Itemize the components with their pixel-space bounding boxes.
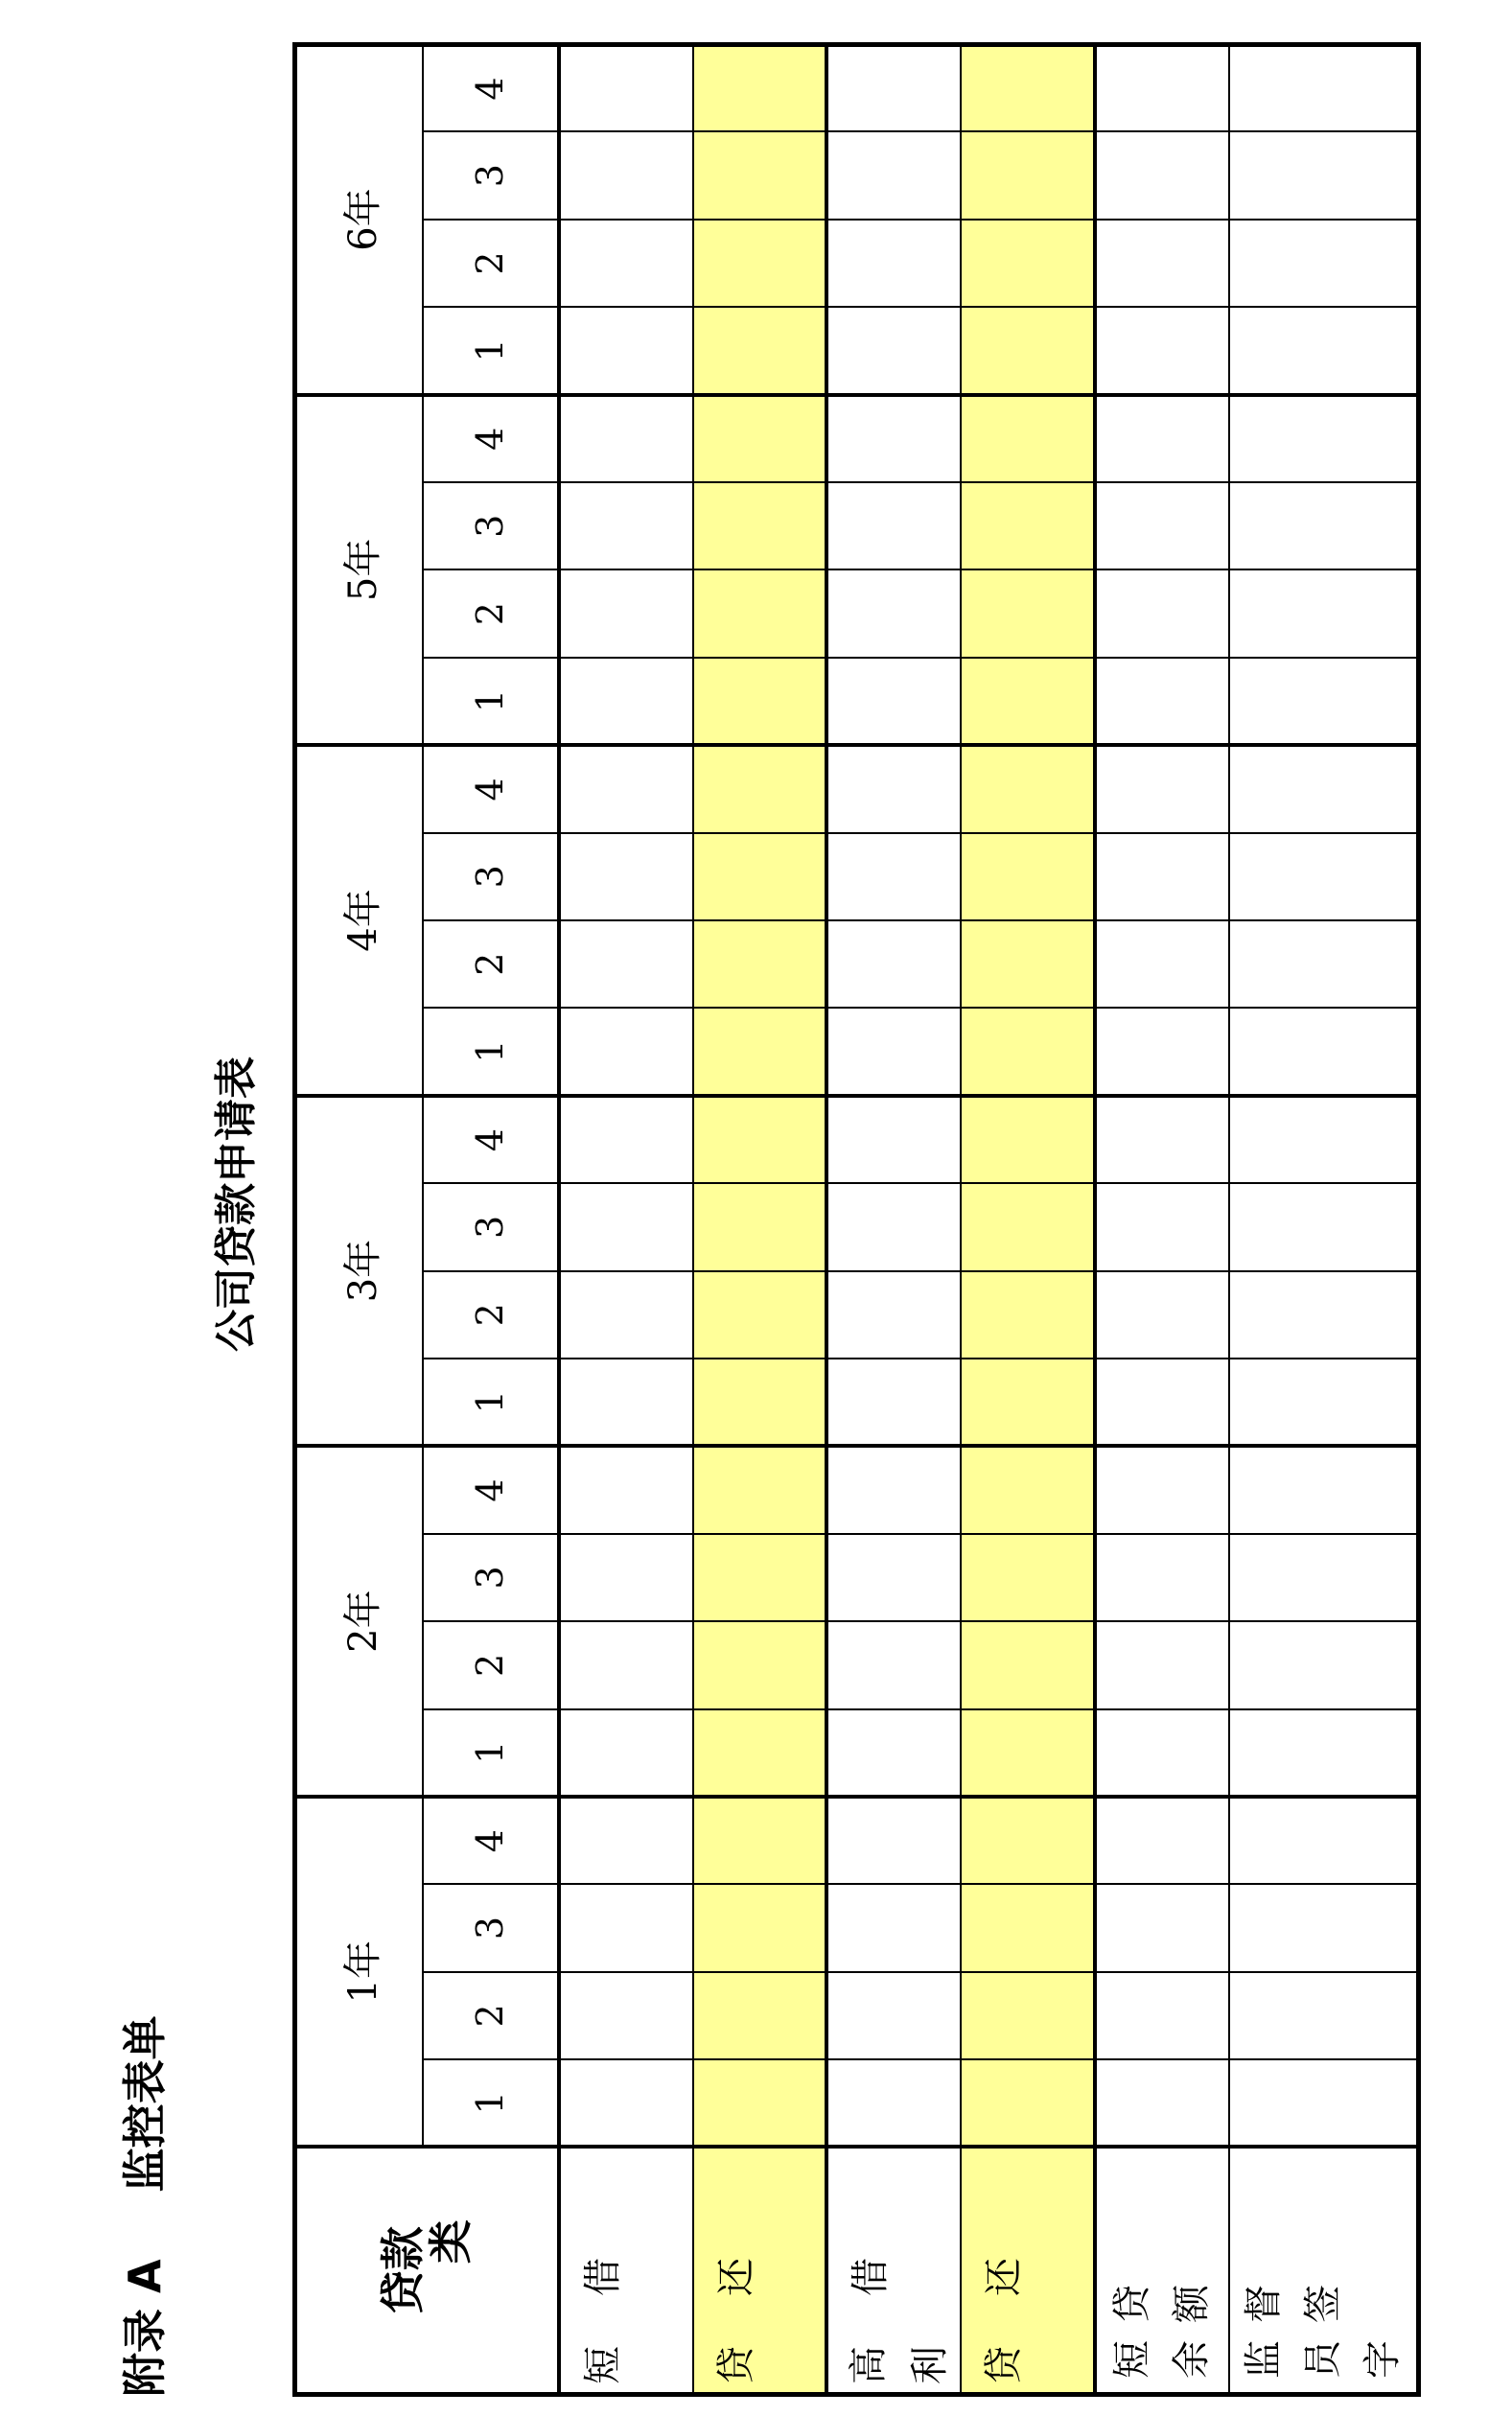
entry-cell[interactable]: [693, 1884, 827, 1971]
entry-cell[interactable]: [961, 1972, 1095, 2059]
entry-cell[interactable]: [826, 1709, 961, 1797]
entry-cell[interactable]: [559, 1621, 693, 1708]
label-interest: 利: [908, 2313, 953, 2384]
entry-cell[interactable]: [559, 1446, 693, 1533]
loan-application-table: [292, 42, 1421, 2397]
entry-cell[interactable]: [1095, 395, 1229, 482]
entry-cell[interactable]: [1229, 1008, 1419, 1095]
entry-cell[interactable]: [693, 1096, 827, 1183]
entry-cell[interactable]: [826, 2059, 961, 2147]
year-header: 6年: [295, 44, 424, 395]
quarter-header: 1: [423, 1359, 559, 1446]
entry-cell[interactable]: [559, 1008, 693, 1095]
entry-cell[interactable]: [1229, 920, 1419, 1008]
quarter-header: 1: [423, 2059, 559, 2147]
entry-cell[interactable]: [559, 2059, 693, 2147]
entry-cell[interactable]: [826, 1008, 961, 1095]
entry-cell[interactable]: [826, 44, 961, 131]
quarter-header: 4: [423, 395, 559, 482]
row-short-repay: [693, 44, 827, 2394]
entry-cell[interactable]: [826, 920, 961, 1008]
entry-cell[interactable]: [1095, 1621, 1229, 1708]
entry-cell[interactable]: [1229, 395, 1419, 482]
entry-cell[interactable]: [1095, 1096, 1229, 1183]
entry-cell[interactable]: [826, 395, 961, 482]
entry-cell[interactable]: [826, 1972, 961, 2059]
entry-cell[interactable]: [961, 1797, 1095, 1884]
entry-cell[interactable]: [961, 1183, 1095, 1270]
entry-cell[interactable]: [1229, 1709, 1419, 1797]
entry-cell[interactable]: [826, 658, 961, 745]
entry-cell[interactable]: [1095, 745, 1229, 832]
category-header-sub: 类: [425, 2219, 477, 2265]
entry-cell[interactable]: [1229, 745, 1419, 832]
entry-cell[interactable]: [1095, 1534, 1229, 1621]
label-short-balance: [1095, 2148, 1229, 2395]
entry-cell[interactable]: [826, 1359, 961, 1446]
entry-cell[interactable]: [559, 482, 693, 569]
entry-cell[interactable]: [961, 1534, 1095, 1621]
row-supervisor-sign: [1229, 44, 1419, 2394]
entry-cell[interactable]: [693, 658, 827, 745]
quarter-header: 4: [423, 1797, 559, 1884]
entry-cell[interactable]: [1229, 1446, 1419, 1533]
entry-cell[interactable]: [559, 395, 693, 482]
entry-cell[interactable]: [693, 1621, 827, 1708]
entry-cell[interactable]: [1095, 920, 1229, 1008]
label-short-repay: [693, 2148, 827, 2395]
year-header: 1年: [295, 1797, 424, 2148]
entry-cell[interactable]: [1095, 220, 1229, 307]
entry-cell[interactable]: [559, 220, 693, 307]
entry-cell[interactable]: [961, 833, 1095, 920]
entry-cell[interactable]: [1229, 658, 1419, 745]
entry-cell[interactable]: [1229, 1797, 1419, 1884]
entry-cell[interactable]: [1229, 482, 1419, 569]
entry-cell[interactable]: [693, 920, 827, 1008]
label-loan: 贷: [713, 2313, 758, 2384]
entry-cell[interactable]: [693, 1972, 827, 2059]
entry-cell[interactable]: [961, 131, 1095, 219]
label-high-borrow: [826, 2148, 961, 2395]
entry-cell[interactable]: [693, 220, 827, 307]
entry-cell[interactable]: [1095, 569, 1229, 657]
quarter-header: 1: [423, 1709, 559, 1797]
entry-cell[interactable]: [1095, 1797, 1229, 1884]
entry-cell[interactable]: [961, 482, 1095, 569]
entry-cell[interactable]: [1095, 1271, 1229, 1359]
entry-cell[interactable]: [961, 1884, 1095, 1971]
quarter-header: 1: [423, 658, 559, 745]
label-short-borrow: [559, 2148, 693, 2395]
entry-cell[interactable]: [559, 1709, 693, 1797]
label-borrow: 借: [580, 2225, 625, 2296]
entry-cell[interactable]: [1095, 2059, 1229, 2147]
entry-cell[interactable]: [826, 1621, 961, 1708]
year-header: 3年: [295, 1096, 424, 1447]
quarter-header: 4: [423, 745, 559, 832]
entry-cell[interactable]: [826, 220, 961, 307]
row-short-borrow: [559, 44, 693, 2394]
quarter-header: 3: [423, 131, 559, 219]
quarter-header: 2: [423, 920, 559, 1008]
entry-cell[interactable]: [1229, 1359, 1419, 1446]
entry-cell[interactable]: [693, 1008, 827, 1095]
label-loan-2: 贷: [982, 2313, 1027, 2384]
label-sign-1: 监督: [1241, 2267, 1286, 2379]
entry-cell[interactable]: [693, 482, 827, 569]
entry-cell[interactable]: [693, 2059, 827, 2147]
entry-cell[interactable]: [1229, 2059, 1419, 2147]
entry-cell[interactable]: [961, 745, 1095, 832]
appendix-prefix: 附录 A: [119, 2259, 171, 2397]
entry-cell[interactable]: [559, 1096, 693, 1183]
label-sign-3: 字: [1360, 2323, 1405, 2379]
label-short: 短: [580, 2313, 625, 2384]
label-short-balance-2: 余额: [1170, 2267, 1215, 2379]
entry-cell[interactable]: [1095, 1183, 1229, 1270]
entry-cell[interactable]: [693, 569, 827, 657]
category-header: 贷款: [377, 2226, 430, 2315]
entry-cell[interactable]: [1229, 833, 1419, 920]
entry-cell[interactable]: [693, 1797, 827, 1884]
entry-cell[interactable]: [1229, 1534, 1419, 1621]
row-short-balance: [1095, 44, 1229, 2394]
entry-cell[interactable]: [1229, 1183, 1419, 1270]
label-short-balance-1: 短贷: [1110, 2267, 1155, 2379]
entry-cell[interactable]: [1095, 131, 1229, 219]
quarter-header: 2: [423, 1271, 559, 1359]
entry-cell[interactable]: [961, 1446, 1095, 1533]
entry-cell[interactable]: [826, 307, 961, 394]
entry-cell[interactable]: [559, 1359, 693, 1446]
entry-cell[interactable]: [1095, 658, 1229, 745]
entry-cell[interactable]: [961, 1271, 1095, 1359]
quarter-header: 2: [423, 220, 559, 307]
quarter-header: 2: [423, 1621, 559, 1708]
entry-cell[interactable]: [693, 131, 827, 219]
entry-cell[interactable]: [1229, 307, 1419, 394]
label-borrow-2: 借: [849, 2225, 894, 2296]
entry-cell[interactable]: [1095, 1008, 1229, 1095]
entry-cell[interactable]: [559, 307, 693, 394]
label-sign-2: 员签: [1300, 2267, 1345, 2379]
entry-cell[interactable]: [961, 307, 1095, 394]
entry-cell[interactable]: [826, 1183, 961, 1270]
entry-cell[interactable]: [1229, 131, 1419, 219]
entry-cell[interactable]: [559, 658, 693, 745]
entry-cell[interactable]: [1095, 1359, 1229, 1446]
entry-cell[interactable]: [1229, 1972, 1419, 2059]
quarter-header: 3: [423, 1534, 559, 1621]
entry-cell[interactable]: [1095, 1446, 1229, 1533]
entry-cell[interactable]: [826, 131, 961, 219]
appendix-title: 监控表单: [119, 2015, 171, 2193]
entry-cell[interactable]: [559, 1884, 693, 1971]
entry-cell[interactable]: [961, 1359, 1095, 1446]
entry-cell[interactable]: [961, 1621, 1095, 1708]
entry-cell[interactable]: [559, 920, 693, 1008]
entry-cell[interactable]: [961, 658, 1095, 745]
entry-cell[interactable]: [826, 1271, 961, 1359]
entry-cell[interactable]: [559, 131, 693, 219]
entry-cell[interactable]: [559, 1271, 693, 1359]
entry-cell[interactable]: [559, 1534, 693, 1621]
entry-cell[interactable]: [693, 1271, 827, 1359]
entry-cell[interactable]: [559, 1183, 693, 1270]
entry-cell[interactable]: [961, 1008, 1095, 1095]
entry-cell[interactable]: [1229, 220, 1419, 307]
entry-cell[interactable]: [693, 833, 827, 920]
entry-cell[interactable]: [559, 745, 693, 832]
entry-cell[interactable]: [1229, 44, 1419, 131]
year-header: 2年: [295, 1446, 424, 1797]
entry-cell[interactable]: [826, 569, 961, 657]
label-supervisor-sign: [1229, 2148, 1419, 2395]
entry-cell[interactable]: [1095, 482, 1229, 569]
entry-cell[interactable]: [1229, 569, 1419, 657]
entry-cell[interactable]: [826, 1534, 961, 1621]
entry-cell[interactable]: [826, 1884, 961, 1971]
entry-cell[interactable]: [961, 569, 1095, 657]
row-high-borrow: [826, 44, 961, 2394]
entry-cell[interactable]: [693, 1359, 827, 1446]
entry-cell[interactable]: [961, 2059, 1095, 2147]
entry-cell[interactable]: [1229, 1884, 1419, 1971]
entry-cell[interactable]: [693, 395, 827, 482]
row-high-repay: [961, 44, 1095, 2394]
entry-cell[interactable]: [559, 1797, 693, 1884]
label-high: 高: [847, 2313, 892, 2384]
entry-cell[interactable]: [961, 395, 1095, 482]
entry-cell[interactable]: [1095, 1972, 1229, 2059]
entry-cell[interactable]: [826, 1096, 961, 1183]
quarter-header: 4: [423, 1096, 559, 1183]
entry-cell[interactable]: [1229, 1271, 1419, 1359]
entry-cell[interactable]: [826, 1446, 961, 1533]
entry-cell[interactable]: [1095, 44, 1229, 131]
label-high-repay: [961, 2148, 1095, 2395]
entry-cell[interactable]: [826, 833, 961, 920]
entry-cell[interactable]: [1095, 1884, 1229, 1971]
entry-cell[interactable]: [1229, 1096, 1419, 1183]
entry-cell[interactable]: [826, 745, 961, 832]
quarter-header: 4: [423, 1446, 559, 1533]
entry-cell[interactable]: [1229, 1621, 1419, 1708]
label-repay: 还: [713, 2225, 758, 2296]
quarter-header: 2: [423, 1972, 559, 2059]
entry-cell[interactable]: [693, 1446, 827, 1533]
quarter-header: 3: [423, 833, 559, 920]
entry-cell[interactable]: [961, 1709, 1095, 1797]
entry-cell[interactable]: [826, 482, 961, 569]
quarter-header: 4: [423, 44, 559, 131]
entry-cell[interactable]: [559, 1972, 693, 2059]
year-header: 5年: [295, 395, 424, 746]
quarter-header: 1: [423, 1008, 559, 1095]
entry-cell[interactable]: [559, 44, 693, 131]
entry-cell[interactable]: [559, 833, 693, 920]
quarter-header: 3: [423, 1183, 559, 1270]
entry-cell[interactable]: [559, 569, 693, 657]
entry-cell[interactable]: [693, 44, 827, 131]
entry-cell[interactable]: [961, 920, 1095, 1008]
quarter-header: 3: [423, 1884, 559, 1971]
quarter-header: 3: [423, 482, 559, 569]
entry-cell[interactable]: [961, 44, 1095, 131]
entry-cell[interactable]: [961, 1096, 1095, 1183]
quarter-header: 2: [423, 569, 559, 657]
quarter-header: 1: [423, 307, 559, 394]
entry-cell[interactable]: [961, 220, 1095, 307]
entry-cell[interactable]: [1095, 1709, 1229, 1797]
entry-cell[interactable]: [693, 745, 827, 832]
year-header: 4年: [295, 745, 424, 1096]
entry-cell[interactable]: [693, 307, 827, 394]
entry-cell[interactable]: [826, 1797, 961, 1884]
appendix-heading: [110, 2015, 174, 2397]
category-header-cell: [295, 2148, 559, 2395]
entry-cell[interactable]: [1095, 307, 1229, 394]
entry-cell[interactable]: [693, 1709, 827, 1797]
form-title: 公司贷款申请表: [212, 1057, 261, 1352]
entry-cell[interactable]: [693, 1183, 827, 1270]
label-repay-2: 还: [982, 2225, 1027, 2296]
entry-cell[interactable]: [693, 1534, 827, 1621]
entry-cell[interactable]: [1095, 833, 1229, 920]
